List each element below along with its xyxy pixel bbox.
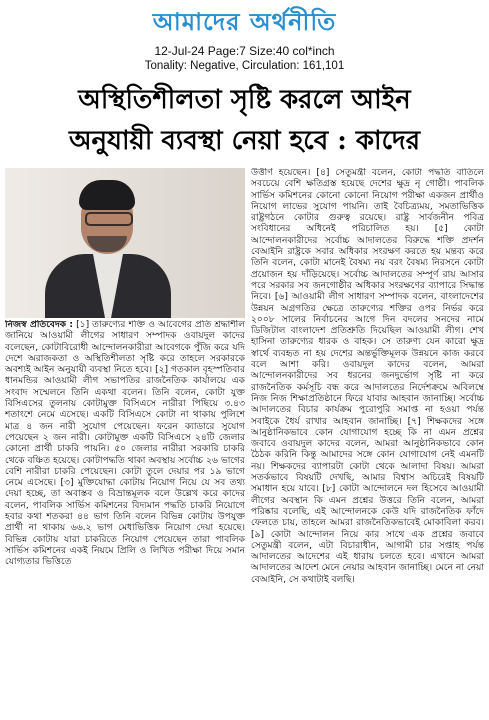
article-text-left: [১] তারুণ্যের শক্তি ও আবেগের প্রতি শ্রদ্ধাশীল জানিয়ে আওয়ামী লীগের সাধারণ সম্পাদক ওবায়দুল কাদের বলেছেন, কোটাবিরোধী আন্দোলনকারীরা আবেগকে পুঁজি করে যদি দেশে অরাজকতা ও অস্থিতিশীলতা সৃষ্টি করে তাহলে সরকারকে অবশ্যই আইন অনুযায়ী ব্যবস্থা নিতে হবে। [২] গতকাল বৃহস্পতিবার ধানমন্ডির আওয়ামী লীগ সভাপতির রাজনৈতিক কার্যালয়ে এক সংবাদ সম্মেলনে তিনি একথা বলেন। তিনি বলেন, কোটা যুক্ত বিসিএসের তুলনায় কোটামুক্ত বিসিএসে নারীরা পিছিয়ে ৩.৪৩ শতাংশে নেমে এসেছে। একটি বিসিএসে কোটা না থাকায় পুলিশে মাত্র ৪ জন নারী সুযোগ পেয়েছেন। ফরেন ক্যাডারে সুযোগ পেয়েছেন ২ জন নারী। কোটামুক্ত একটি বিসিএসে ২৪টি জেলার কোনো প্রার্থী চাকরি পায়নি। ৫০ জেলার নারীরা সরকারি চাকরি থেকে বঞ্চিত হয়েছে। কোটাপদ্ধতি থাকা অবস্থায় সর্বোচ্চ ২৬ ভাগের বেশি নারীরা চাকরি পেয়েছেন। কোটা তুলে দেয়ার পর ১৯ ভাগে নেমে এসেছে। [৩] মুক্তিযোদ্ধা কোটায় নিয়োগ নিয়ে যে সব তথ্য দেয়া হচ্ছে, তা অবাস্তব ও বিভ্রান্তমূলক বলে উল্লেখ করে কাদের বলেন, পাবলিক সার্ভিস কমিশনের বিদ্যমান পদ্ধতি চাকরি নিয়োগে হবার কথা শতকরা ৪৪ ভাগ তিনি বলেন বিভিন্ন কোটায় উপযুক্ত প্রার্থী না থাকায় ৬৬.২ ভাগ মেধাভিত্তিক নিয়োগ দেয়া হয়েছে। বিভিন্ন কোটায় যারা চাকরিতে নিয়োগ পেয়েছেন তারা পাবলিক সার্ভিস কমিশনের একই নিয়মে প্রিলি ও লিখিত পরীক্ষা দিয়ে সমান যোগ্যতার ভিত্তিতে (5, 320, 245, 568)
article-column-left (5, 320, 245, 716)
clipping-meta-line-2: Tonality: Negative, Circulation: 161,101 (144, 60, 345, 72)
clipping-meta-line-1: 12-Jul-24 Page:7 Size:40 col*inch (154, 44, 335, 58)
headline-line-1: অস্থিতিশীলতা সৃষ্টি করলে আইন (78, 85, 411, 115)
article-byline: নিজস্ব প্রতিবেদক : (5, 320, 74, 330)
headline-line-2: অনুযায়ী ব্যবস্থা নেয়া হবে : কাদের (68, 126, 421, 156)
article-headline (8, 80, 481, 162)
article-text-right: উত্তীর্ণ হয়েছেন। [৪] সেতুমন্ত্রী বলেন, কোটা পদ্ধতি বাতিলে সবচেয়ে বেশি ক্ষতিগ্রস্ত হয়েছে দেশের ক্ষুদ্র নৃ গোষ্ঠী। পাবলিক সার্ভিস কমিশনের কোনো কোনো নিয়োগ পরীক্ষা একজন প্রার্থীও নিয়োগ লাভের সুযোগ পায়নি। তাই বৈচিত্র্যময়, সমতাভিত্তিক রাষ্ট্রগঠনে কোটার গুরুত্ব রয়েছে। রাষ্ট্র সার্বজনীন পবিত্র সংবিধানের অধিনেই পরিচালিত হয়। [৫] কোটা আন্দোলনকারীদের সর্বোচ্চ আদালতের বিরুদ্ধে শক্তি প্রদর্শন বেআইনি রাষ্ট্রকে সবার অধিকার সংরক্ষণ করতে হয় মন্তব্য করে তিনি বলেন, কোটা মানেই বৈষম্য নয় বরং বৈষম্য নিরসনে কোটা প্রয়োজন হয় দাঁড়িয়েছে। সর্বোচ্চ আদালতের সম্পূর্ণ রায় আসার পরে সরকার সব জনগোষ্ঠীর অধিকার সংরক্ষণের ব্যাপারে সিদ্ধান্ত নিবে। [৬] আওয়ামী লীগ সাধারণ সম্পাদক বলেন, বাংলাদেশের উন্নয়ন অগ্রগতির ক্ষেত্রে তারুণ্যের শক্তির ওপর নির্ভর করে ২০০৮ সালের নির্বাচনের আগে দিন বদলের সনদের নামে ডিজিটাল বাংলাদেশ প্রতিশ্রুতি দিয়েছিল আওয়ামী লীগ। শেখ হাসিনা তারুণ্যের ধারক ও বাহক। সে তারুণ্য যেন কারো ক্ষুদ্র স্বার্থে ব্যবহৃত না হয় দেশের অন্তর্ভুক্তিমূলক উন্নয়নে কাজ করবে বলে আশা করি। ওবায়দুল কাদের বলেন, আমরা আন্দোলনকারীদের সব ধরনের জনদুর্ভোগ সৃষ্টি না করে রাজনৈতিক কর্মসূচি বন্ধ করে আদালতের নির্দেশক্রমে অবিলম্বে নিজ নিজ শিক্ষাপ্রতিষ্ঠানে ফিরে যাবার আহবান জানাচ্ছি। সর্বোচ্চ আদালতের বিচার কার্যক্রম পুরোপুরি সমাপ্ত না হওয়া পর্যন্ত সবাইকে ধৈর্য রাখার আহবান জানাচ্ছি। [৭] শিক্ষকদের সঙ্গে আনুষ্ঠানিকভাবে কোন যোগাযোগ হচ্ছে কি না এমন প্রশ্নের জবাবে ওবায়দুল কাদের বলেন, আমরা আনুষ্ঠানিকভাবে কোন ঠৈঠক করিনি কিন্তু আমাদের সঙ্গে কোন যোগাযোগ নেই এমনটি নয়। শিক্ষকদের ব্যাপারটা কোটা থেকে আলাদা বিষয়। আমরা সতর্কভাবে বিষয়টি দেখছি, আমার বিশ্বাস অচিরেই বিষয়টি সমাধান হয়ে যাবে। [৮] কোটা আন্দোলনে দল হিসেবে আওয়ামী লীগের অবস্থান কি এমন প্রশ্নের উত্তরে তিনি বলেন, আমরা পরিষ্কার বলেছি, এই আন্দোলনকে কেউ যদি রাজনৈতিক ফাঁদে ফেলতে চায়, তাহলে আমরা রাজনৈতিকভাবেই মোকাবিলা করব। [৯] কোটা আন্দোলন নিয়ে কার সাথে এক প্রশ্নের জবাবে সেতুমন্ত্রী বলেন, এটা বিচারাধীন, আগামী চার সপ্তাহ পর্যন্ত আদালতের আদেশের এই ধারায় চলতে হবে। এখানে আমরা আদালতের আদেশ মেনে নেয়ার আহবান জানাচ্ছি। মেনে না নেয়া বেআইনি, সে কথাটাই বলছি। (251, 168, 484, 585)
article-column-right (251, 168, 484, 716)
portrait-photo (5, 168, 245, 318)
newspaper-masthead: আমাদের অর্থনীতি (152, 8, 337, 36)
